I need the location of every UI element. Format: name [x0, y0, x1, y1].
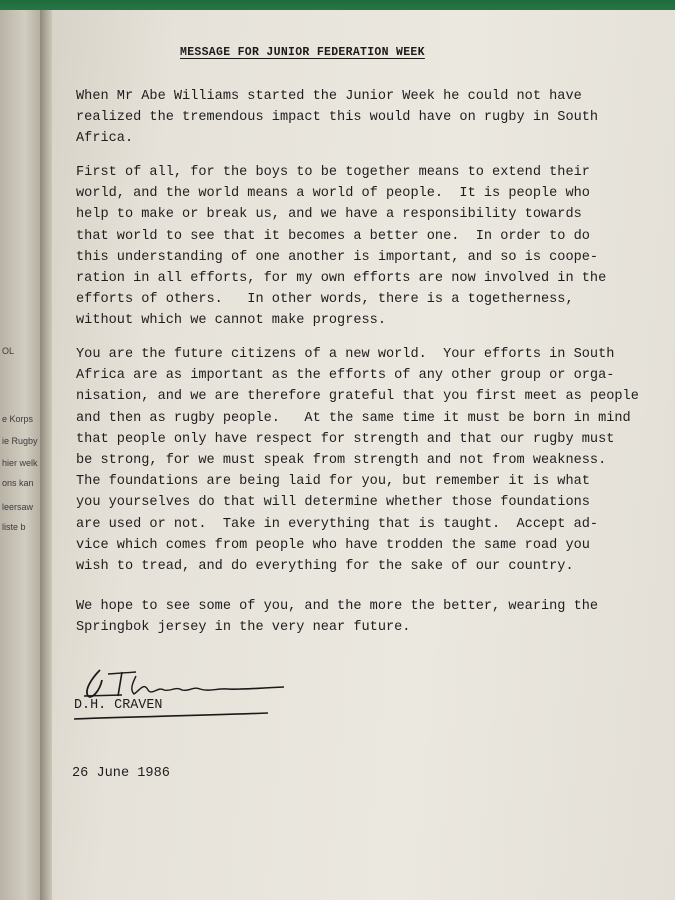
signature-underline	[72, 705, 272, 723]
text-line: efforts of others. In other words, there is a togetherness,	[76, 292, 574, 308]
text-line: When Mr Abe Williams started the Junior Week he could not have	[76, 89, 582, 104]
text-line: that world to see that it becomes a better one. In order to do	[76, 228, 590, 244]
text-line: that people only have respect for strength and that our rugby must	[76, 431, 615, 447]
text-line: realized the tremendous impact this would have on rugby in South	[76, 110, 599, 126]
document-date: 26 June 1986	[72, 766, 170, 781]
text-line: you yourselves do that will determine whether those foundations	[76, 495, 590, 511]
page-title: MESSAGE FOR JUNIOR FEDERATION WEEK	[180, 46, 425, 59]
text-line: world, and the world means a world of people. It is people who	[76, 186, 590, 202]
text-line: wish to tread, and do everything for the sake of our country.	[76, 559, 574, 575]
text-line: You are the future citizens of a new world. Your efforts in South	[76, 347, 615, 362]
text-line: be strong, for we must speak from strength and not from weakness.	[76, 453, 607, 469]
text-line: this understanding of one another is important, and so is coope-	[76, 249, 599, 265]
adjacent-page-fragment: liste b	[2, 522, 26, 532]
text-line: ration in all efforts, for my own efforts are now involved in the	[76, 271, 607, 287]
text-line: are used or not. Take in everything that is taught. Accept ad-	[76, 516, 599, 532]
text-line: Springbok jersey in the very near future.	[76, 620, 411, 636]
adjacent-page-fragment: e Korps	[2, 414, 34, 424]
text-line: We hope to see some of you, and the more the better, wearing the	[76, 599, 599, 614]
paragraph	[76, 596, 675, 638]
adjacent-page-fragment: hier welk	[2, 458, 38, 468]
text-line: help to make or break us, and we have a responsibility towards	[76, 207, 582, 223]
adjacent-page-fragment: ons kan	[2, 478, 34, 488]
text-line: The foundations are being laid for you, but remember it is what	[76, 474, 590, 490]
text-line: Africa are as important as the efforts of any other group or orga-	[76, 368, 615, 384]
text-line: Africa.	[76, 131, 134, 147]
adjacent-page-fragment: ie Rugby	[2, 436, 38, 446]
text-line: First of all, for the boys to be together means to extend their	[76, 165, 590, 180]
adjacent-page-fragment: OL	[2, 346, 15, 356]
text-line: and then as rugby people. At the same time it must be born in mind	[76, 410, 631, 426]
text-line: without which we cannot make progress.	[76, 313, 386, 329]
adjacent-page-fragment: leersaw	[2, 502, 34, 512]
text-line: vice which comes from people who have trodden the same road you	[76, 537, 590, 553]
signatory-name: D.H. CRAVEN	[74, 698, 163, 713]
paragraph	[76, 162, 675, 332]
text-line: nisation, and we are therefore grateful that you first meet as people	[76, 389, 639, 405]
paragraph	[76, 86, 675, 150]
paragraph	[76, 344, 675, 577]
